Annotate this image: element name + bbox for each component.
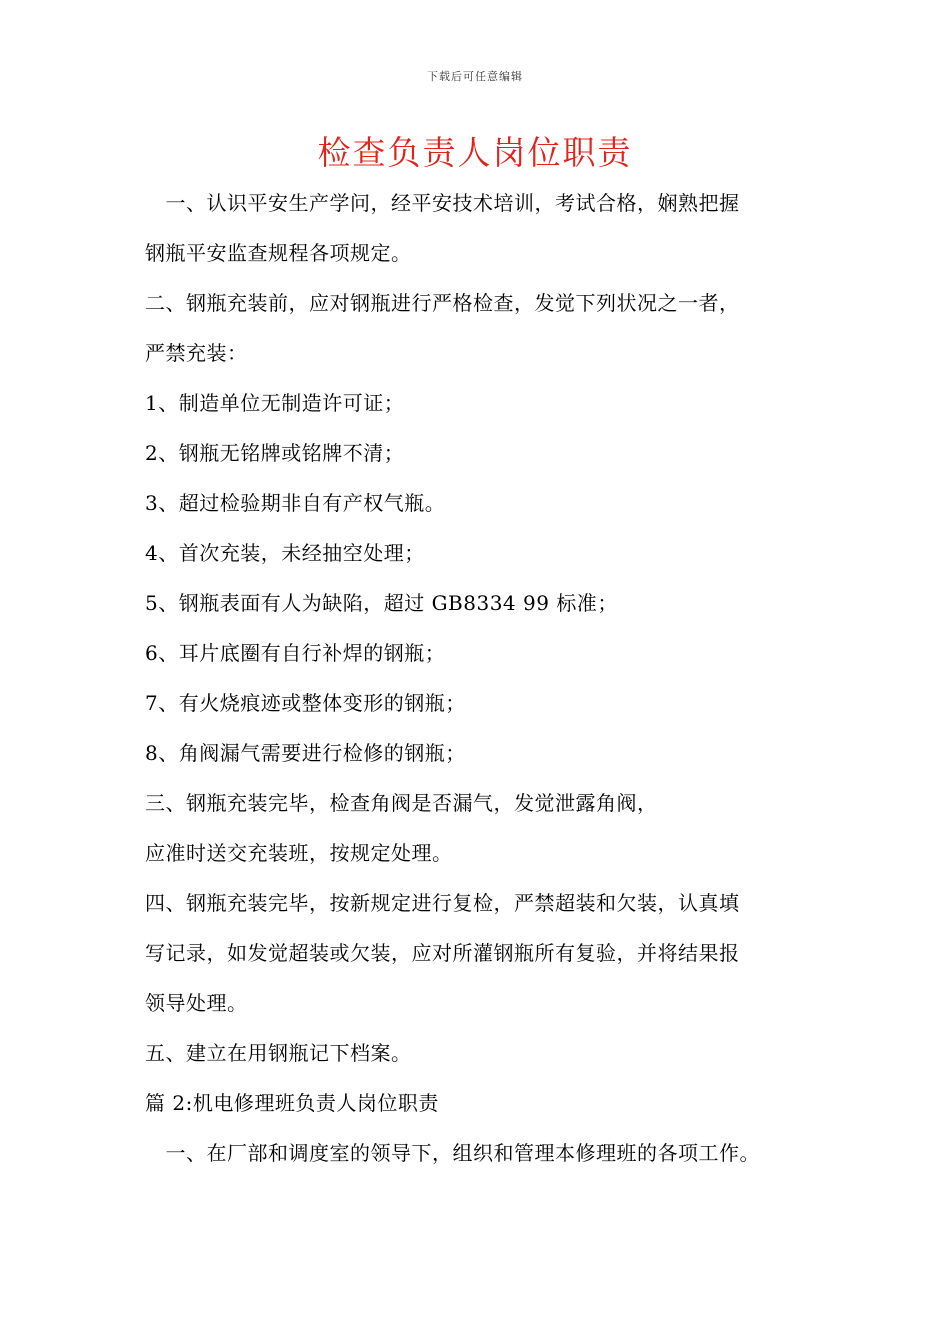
paragraph-7: 四、钢瓶充装完毕，按新规定进行复检，严禁超装和欠装，认真填 [145,891,740,915]
document-body [145,178,835,1178]
paragraph-2: 钢瓶平安监查规程各项规定。 [145,241,412,265]
paragraph-8: 写记录，如发觉超装或欠装，应对所灌钢瓶所有复验，并将结果报 [145,941,740,965]
list-item-7: 7、有火烧痕迹或整体变形的钢瓶； [145,691,466,715]
paragraph-5: 三、钢瓶充装完毕，检查角阀是否漏气，发觉泄露角阀， [145,791,658,815]
section-heading: 篇 2:机电修理班负责人岗位职责 [145,1091,439,1115]
paragraph-9: 领导处理。 [145,991,248,1015]
list-item-5: 5、钢瓶表面有人为缺陷，超过 GB8334 99 标准； [145,591,618,615]
document-title: 检查负责人岗位职责 [317,133,633,172]
page-header-note: 下载后可任意编辑 [427,70,523,83]
paragraph-6: 应准时送交充装班，按规定处理。 [145,841,453,865]
list-item-2: 2、钢瓶无铭牌或铭牌不清； [145,441,405,465]
paragraph-1: 一、认识平安生产学问，经平安技术培训，考试合格，娴熟把握 [145,191,740,215]
list-item-8: 8、角阀漏气需要进行检修的钢瓶； [145,741,466,765]
list-item-6: 6、耳片底圈有自行补焊的钢瓶； [145,641,446,665]
list-item-4: 4、首次充装，未经抽空处理； [145,541,425,565]
paragraph-3: 二、钢瓶充装前，应对钢瓶进行严格检查，发觉下列状况之一者， [145,291,740,315]
list-item-3: 3、超过检验期非自有产权气瓶。 [145,491,446,515]
paragraph-4: 严禁充装： [145,341,248,365]
paragraph-11: 一、在厂部和调度室的领导下，组织和管理本修理班的各项工作。 [145,1141,760,1165]
paragraph-10: 五、建立在用钢瓶记下档案。 [145,1041,412,1065]
list-item-1: 1、制造单位无制造许可证； [145,391,405,415]
